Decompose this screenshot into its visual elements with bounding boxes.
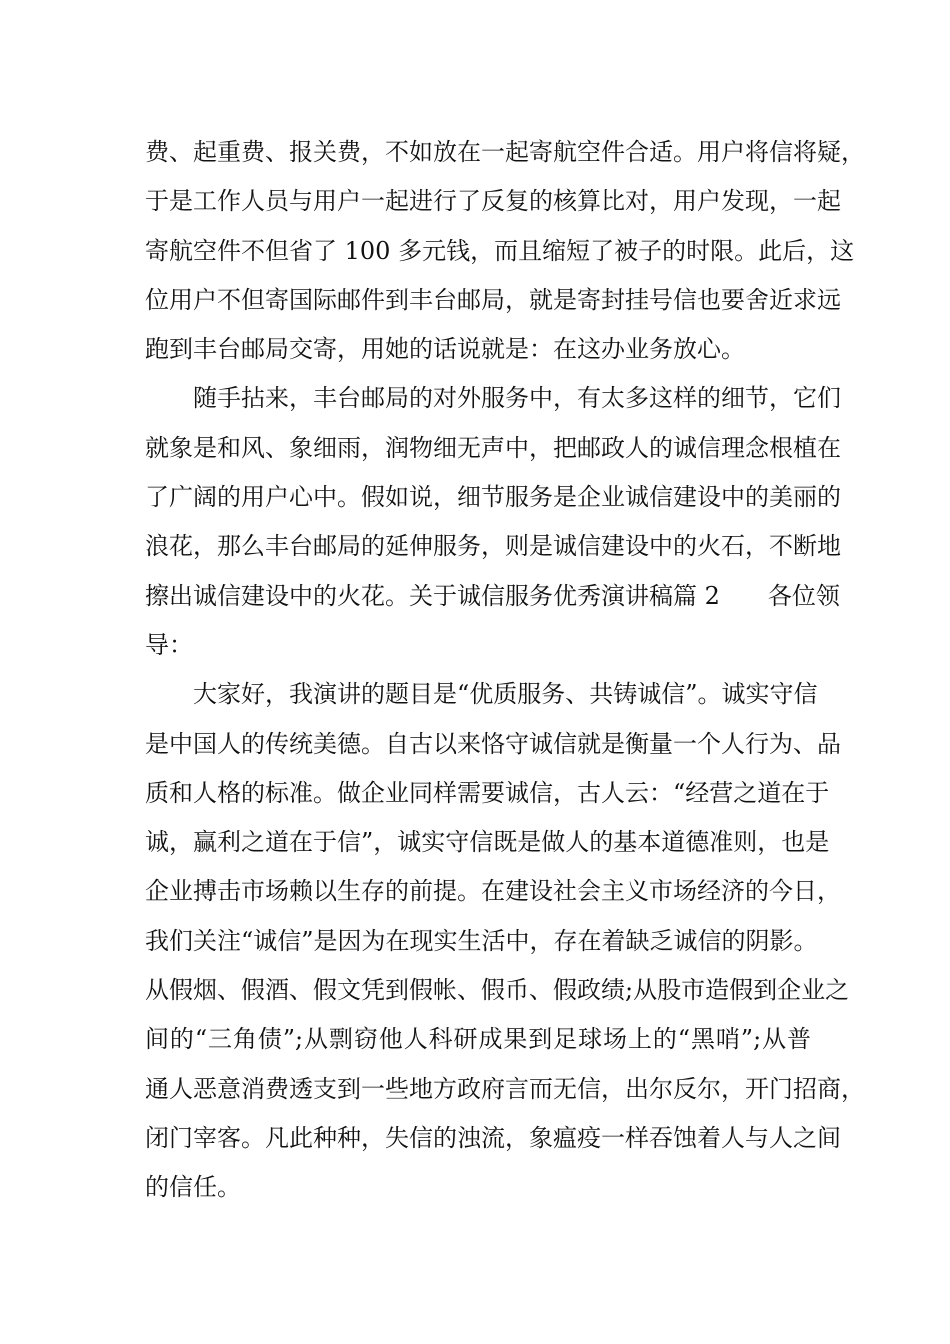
text-line: 质和人格的标准。做企业同样需要诚信，古人云：“经营之道在于	[145, 778, 830, 807]
text-line: 寄航空件不但省了 100 多元钱，而且缩短了被子的时限。此后，这	[145, 236, 855, 265]
text-line: 费、起重费、报关费，不如放在一起寄航空件合适。用户将信将疑，	[145, 138, 865, 166]
text-line: 浪花，那么丰台邮局的延伸服务，则是诚信建设中的火石，不断地	[145, 532, 841, 561]
text-line: 跑到丰台邮局交寄，用她的话说就是：在这办业务放心。	[145, 335, 745, 364]
text-line: 导：	[145, 630, 193, 659]
text-line: 的信任。	[145, 1173, 241, 1202]
text-line: 间的“三角债”;从剽窃他人科研成果到足球场上的“黑哨”;从普	[145, 1025, 811, 1054]
text-line: 我们关注“诚信”是因为在现实生活中，存在着缺乏诚信的阴影。	[145, 926, 818, 955]
text-line: 是中国人的传统美德。自古以来恪守诚信就是衡量一个人行为、品	[145, 729, 841, 758]
text-line: 就象是和风、象细雨，润物细无声中，把邮政人的诚信理念根植在	[145, 433, 841, 462]
body-text	[145, 128, 865, 1213]
text-line: 通人恶意消费透支到一些地方政府言而无信，出尔反尔，开门招商，	[145, 1074, 865, 1103]
text-line: 位用户不但寄国际邮件到丰台邮局，就是寄封挂号信也要舍近求远	[145, 285, 841, 314]
text-line-indented: 大家好，我演讲的题目是“优质服务、共铸诚信”。诚实守信	[193, 680, 818, 709]
text-line-indented: 随手拈来，丰台邮局的对外服务中，有太多这样的细节，它们	[193, 384, 841, 413]
text-line: 于是工作人员与用户一起进行了反复的核算比对，用户发现，一起	[145, 187, 841, 216]
text-line: 从假烟、假酒、假文凭到假帐、假币、假政绩;从股市造假到企业之	[145, 976, 850, 1005]
text-line: 企业搏击市场赖以生存的前提。在建设社会主义市场经济的今日，	[145, 877, 841, 906]
text-line: 诚，赢利之道在于信”，诚实守信既是做人的基本道德准则，也是	[145, 828, 830, 857]
text-line: 闭门宰客。凡此种种，失信的浊流，象瘟疫一样吞蚀着人与人之间	[145, 1123, 841, 1152]
text-line: 擦出诚信建设中的火花。关于诚信服务优秀演讲稿篇 2 各位领	[145, 581, 840, 610]
text-line: 了广阔的用户心中。假如说，细节服务是企业诚信建设中的美丽的	[145, 483, 841, 512]
